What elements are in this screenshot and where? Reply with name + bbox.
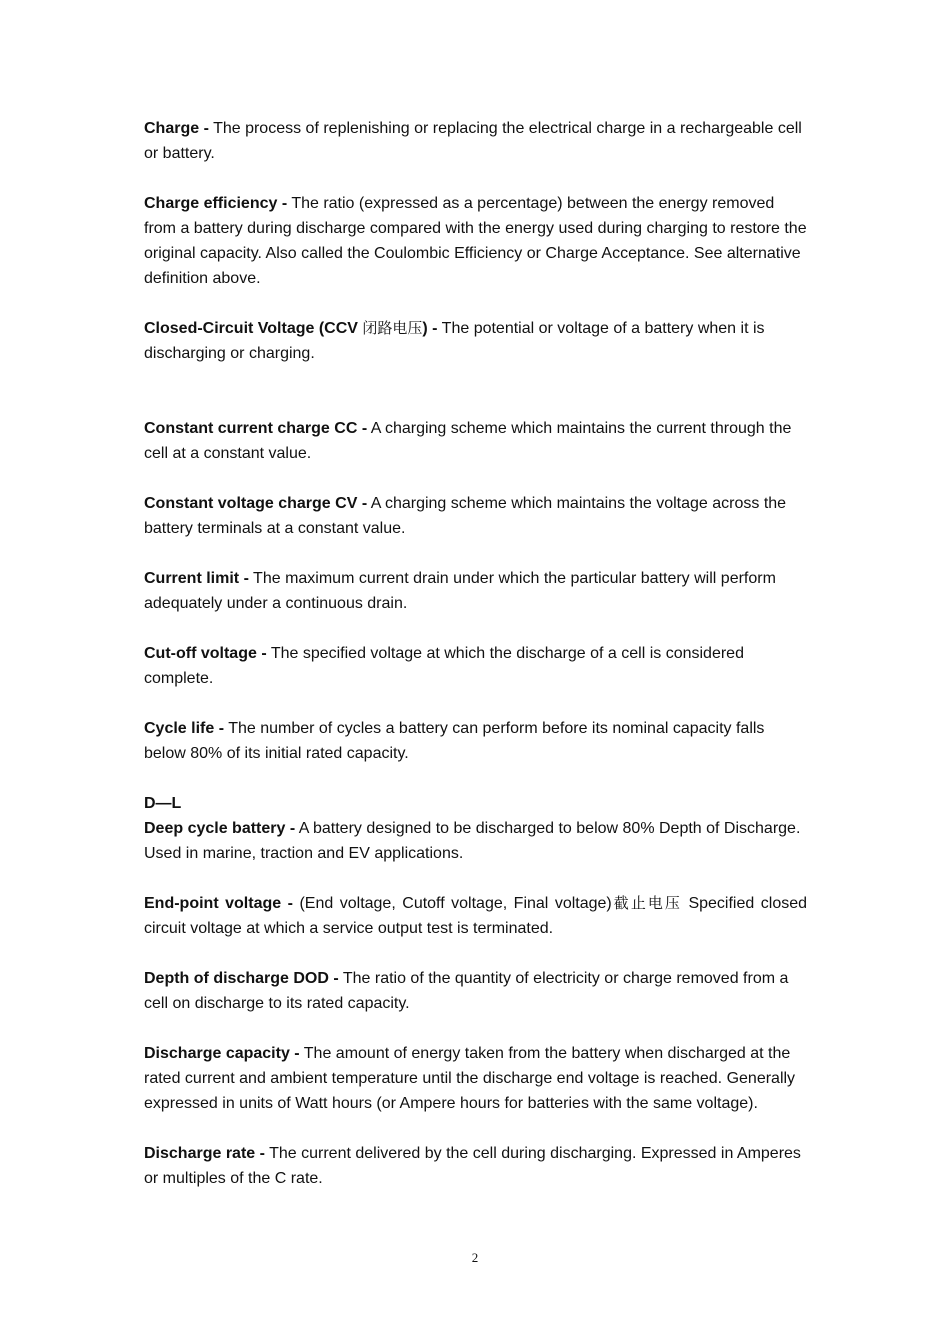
glossary-definition: The ratio of the quantity of electricity or charge removed from a cell on discharge to its rated capacity.	[144, 970, 789, 1012]
glossary-entry-discharge-rate	[144, 1141, 807, 1191]
glossary-term: Deep cycle battery -	[144, 820, 296, 837]
glossary-definition: The ratio (expressed as a percentage) between the energy removed from a battery during discharge compared with the energy used during charging to restore the original capacity. Also called the Coulombic Efficiency or Charge Acceptance. See alternative definition above.	[144, 195, 807, 287]
glossary-entry-cycle-life	[144, 716, 807, 766]
glossary-term: End-point voltage -	[144, 895, 293, 912]
glossary-definition: The number of cycles a battery can perform before its nominal capacity falls below 80% of its initial rated capacity.	[144, 720, 765, 762]
glossary-definition: The maximum current drain under which the particular battery will perform adequately under a continuous drain.	[144, 570, 776, 612]
glossary-term: Discharge capacity -	[144, 1045, 300, 1062]
glossary-term: Constant voltage charge CV -	[144, 495, 368, 512]
page-number: 2	[471, 1250, 479, 1265]
glossary-term-chinese: 截止电压	[611, 894, 682, 912]
glossary-entry-charge-efficiency	[144, 191, 807, 291]
glossary-term: Discharge rate -	[144, 1145, 265, 1162]
glossary-entry-current-limit	[144, 566, 807, 616]
glossary-entry-closed-circuit-voltage	[144, 316, 807, 366]
glossary-entry-depth-of-discharge	[144, 966, 807, 1016]
glossary-entry-cut-off-voltage	[144, 641, 807, 691]
glossary-term: Charge -	[144, 120, 209, 137]
glossary-definition: The potential or voltage of a battery when it is discharging or charging.	[144, 320, 765, 362]
glossary-term: Depth of discharge DOD -	[144, 970, 339, 987]
glossary-term: Current limit -	[144, 570, 249, 587]
section-heading: D—L	[144, 795, 182, 812]
glossary-term-chinese: 闭路电压	[362, 319, 423, 337]
glossary-term-end: ) -	[422, 320, 438, 337]
glossary-term: Cut-off voltage -	[144, 645, 267, 662]
glossary-page	[144, 116, 807, 1216]
glossary-entry-end-point-voltage	[144, 891, 807, 941]
glossary-entry-constant-current-charge	[144, 416, 807, 466]
glossary-entry-deep-cycle-battery	[144, 816, 807, 866]
glossary-entry-discharge-capacity	[144, 1041, 807, 1116]
glossary-term: Cycle life -	[144, 720, 225, 737]
glossary-definition: The process of replenishing or replacing the electrical charge in a rechargeable cell or battery.	[144, 120, 802, 162]
glossary-definition: The amount of energy taken from the battery when discharged at the rated current and ambient temperature until the discharge end voltage is reached. Generally expressed in units of Watt hours (or Ampere hours for batteries with the same voltage).	[144, 1045, 796, 1112]
glossary-entry-charge	[144, 116, 807, 166]
glossary-term: Closed-Circuit Voltage (CCV	[144, 320, 363, 337]
glossary-term: Constant current charge CC -	[144, 420, 368, 437]
glossary-entry-constant-voltage-charge	[144, 491, 807, 541]
glossary-definition-prefix: (End voltage, Cutoff voltage, Final voltage)	[292, 895, 612, 912]
glossary-definition: A battery designed to be discharged to below 80% Depth of Discharge. Used in marine, traction and EV applications.	[144, 820, 801, 862]
glossary-definition: The current delivered by the cell during discharging. Expressed in Amperes or multiples of the C rate.	[144, 1145, 801, 1187]
glossary-definition: The specified voltage at which the discharge of a cell is considered complete.	[144, 645, 744, 687]
glossary-definition: A charging scheme which maintains the voltage across the battery terminals at a constant value.	[144, 495, 787, 537]
glossary-term: Charge efficiency -	[144, 195, 288, 212]
glossary-definition: A charging scheme which maintains the current through the cell at a constant value.	[144, 420, 792, 462]
glossary-definition: Specified closed circuit voltage at which a service output test is terminated.	[144, 895, 808, 937]
